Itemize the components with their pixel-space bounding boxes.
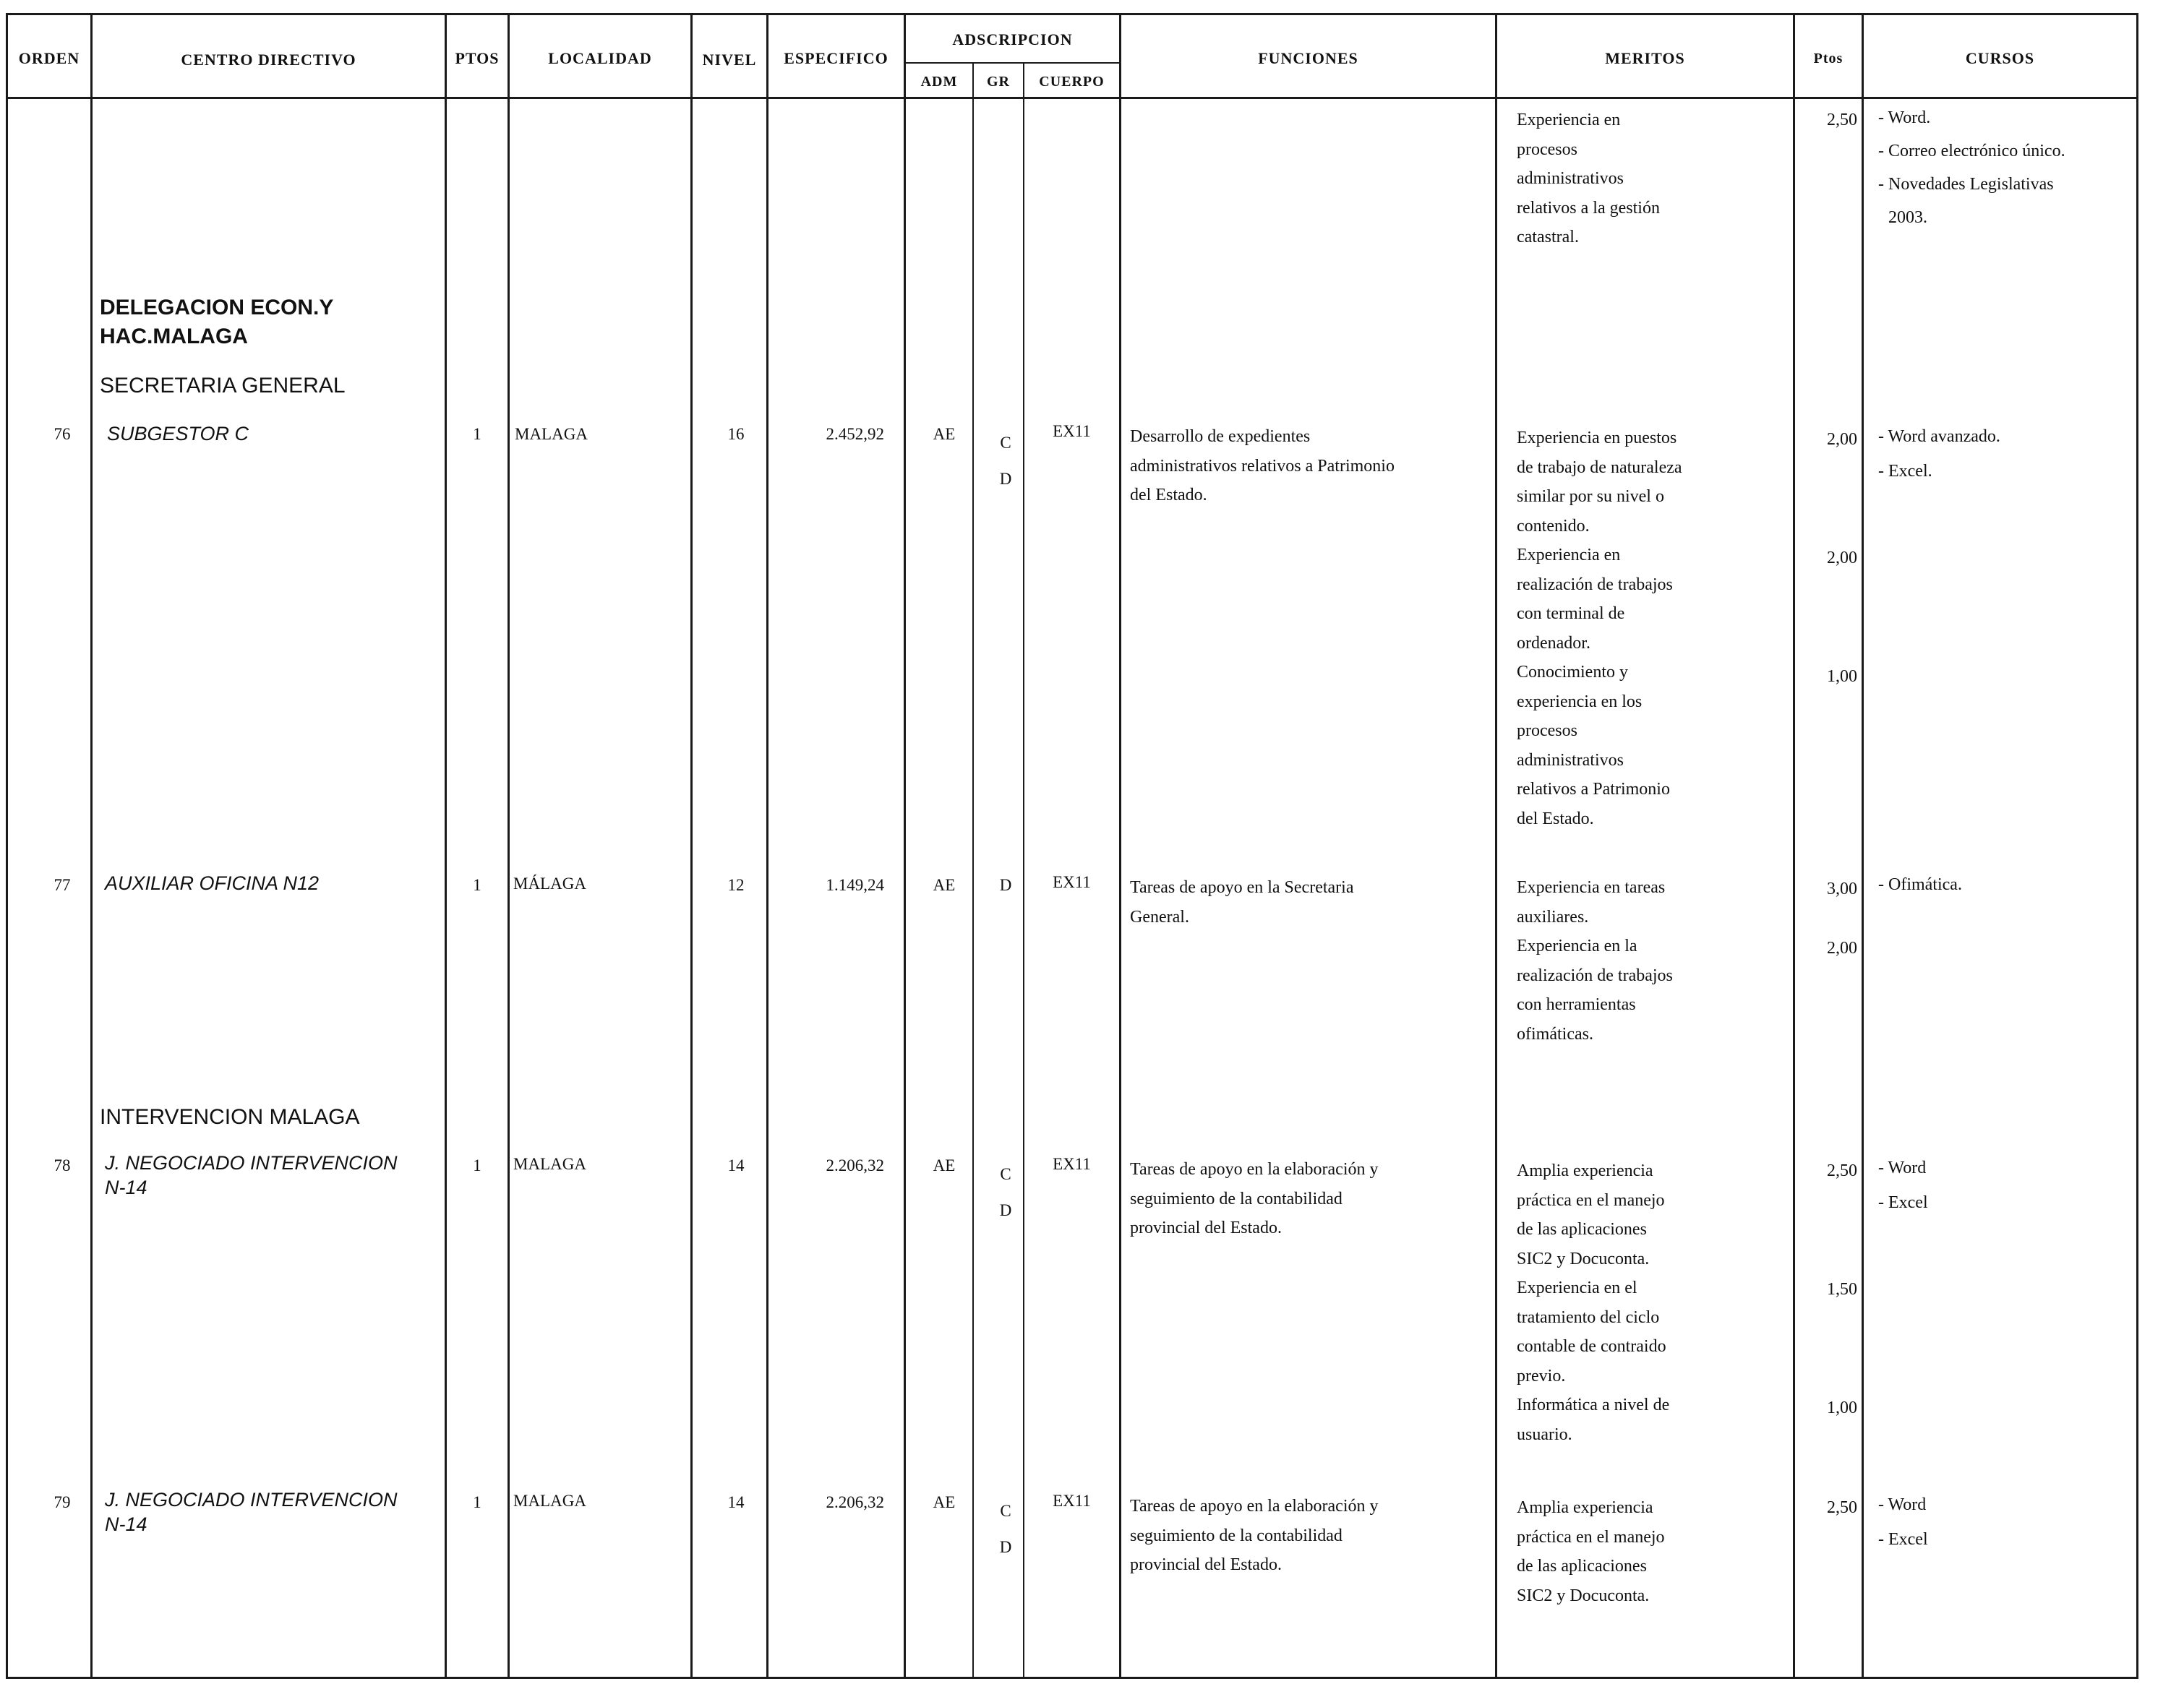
adm-cell: AE: [933, 876, 956, 894]
merit-points: 2,50: [1827, 111, 1857, 129]
ptos-cell: 1: [473, 1156, 481, 1174]
header-gr: GR: [987, 74, 1010, 90]
header-funciones: FUNCIONES: [1258, 49, 1358, 67]
adm-cell: AE: [933, 1493, 956, 1511]
merit-text: Experiencia en procesos administrativos relativos a la gestión catastral.: [1517, 111, 1660, 246]
header-localidad: LOCALIDAD: [548, 49, 652, 67]
gr-cell: C D: [999, 434, 1012, 488]
adm-cell: AE: [933, 1156, 956, 1174]
merit-points: 2,00: [1827, 430, 1857, 449]
col-border-8: [1023, 62, 1024, 1679]
merit-points: 2,00: [1827, 939, 1857, 958]
header-ptos-meritos: Ptos: [1813, 51, 1843, 66]
especifico-cell: 2.206,32: [826, 1156, 884, 1174]
puesto-cell: J. NEGOCIADO INTERVENCION N-14: [105, 1152, 398, 1198]
header-adscripcion: ADSCRIPCION: [952, 30, 1073, 48]
nivel-cell: 16: [727, 425, 745, 443]
localidad-cell: MALAGA: [513, 1155, 586, 1173]
merit-text: Experiencia en tareas auxiliares. Experiencia en la realización de trabajos con herramientas ofimáticas.: [1517, 878, 1673, 1044]
col-border-9: [1119, 13, 1121, 1679]
merit-points: 1,00: [1827, 1399, 1857, 1417]
ptos-cell: 1: [473, 425, 481, 443]
merit-points: 2,50: [1827, 1161, 1857, 1180]
col-border-6: [904, 13, 906, 1679]
col-border-12: [1862, 13, 1864, 1679]
nivel-cell: 12: [727, 876, 745, 894]
adm-cell: AE: [933, 425, 956, 443]
cursos-list: - Word - Excel: [1878, 1159, 1928, 1212]
header-adm: ADM: [920, 74, 958, 90]
merit-points: 2,00: [1827, 549, 1857, 567]
merit-points: 2,50: [1827, 1498, 1857, 1517]
merit-text: Experiencia en puestos de trabajo de naturaleza similar por su nivel o contenido. Experiencia en realización de trabajos con terminal de ordenador. Conocimiento y experiencia en los procesos administrativos relativos a Patrimonio del Estado.: [1517, 429, 1682, 828]
funciones-cell: Desarrollo de expedientes administrativos relativos a Patrimonio del Estado.: [1130, 427, 1395, 504]
col-border-11: [1793, 13, 1795, 1679]
header-nivel: NIVEL: [702, 51, 757, 69]
col-border-5: [766, 13, 768, 1679]
col-border-10: [1495, 13, 1497, 1679]
orden-cell: 77: [53, 876, 71, 894]
gr-cell: C D: [999, 1165, 1012, 1219]
puesto-cell: SUBGESTOR C: [107, 423, 249, 444]
col-border-3: [508, 13, 510, 1679]
merit-points: 1,50: [1827, 1280, 1857, 1299]
bottom-border: [6, 1677, 2138, 1679]
localidad-cell: MÁLAGA: [513, 875, 586, 893]
header-especifico: ESPECIFICO: [784, 49, 888, 67]
merit-text: Amplia experiencia práctica en el manejo de las aplicaciones SIC2 y Docuconta. Experiencia en el tratamiento del ciclo contable de contraido previo. Informática a nivel de usuario.: [1517, 1161, 1670, 1444]
gr-cell: C D: [999, 1502, 1012, 1556]
ptos-cell: 1: [473, 876, 481, 894]
especifico-cell: 2.452,92: [826, 425, 884, 443]
header-bottom-border: [6, 97, 2138, 99]
top-border: [6, 13, 2138, 15]
cuerpo-cell: EX11: [1053, 1155, 1091, 1173]
cuerpo-cell: EX11: [1053, 422, 1091, 440]
section-secretaria-general: SECRETARIA GENERAL: [100, 374, 346, 398]
header-ptos: PTOS: [455, 49, 500, 67]
merit-text: Amplia experiencia práctica en el manejo de las aplicaciones SIC2 y Docuconta.: [1517, 1498, 1665, 1605]
especifico-cell: 2.206,32: [826, 1493, 884, 1511]
cursos-list: - Word. - Correo electrónico único. - Novedades Legislativas 2003.: [1878, 108, 2065, 227]
localidad-cell: MALAGA: [515, 425, 588, 443]
header-cursos: CURSOS: [1965, 49, 2035, 67]
orden-cell: 79: [53, 1493, 71, 1511]
localidad-cell: MALAGA: [513, 1492, 586, 1510]
col-border-0: [6, 13, 8, 1679]
cuerpo-cell: EX11: [1053, 1492, 1091, 1510]
nivel-cell: 14: [727, 1156, 745, 1174]
cursos-list: - Word - Excel: [1878, 1495, 1928, 1549]
merit-points: 3,00: [1827, 880, 1857, 898]
col-border-4: [690, 13, 693, 1679]
col-border-2: [445, 13, 447, 1679]
col-border-1: [90, 13, 93, 1679]
header-centro-directivo: CENTRO DIRECTIVO: [181, 51, 356, 69]
merit-points: 1,00: [1827, 667, 1857, 686]
header-cuerpo: CUERPO: [1039, 74, 1105, 90]
section-intervencion: INTERVENCION MALAGA: [100, 1105, 360, 1129]
header-orden: ORDEN: [18, 49, 80, 67]
puesto-cell: AUXILIAR OFICINA N12: [105, 872, 320, 894]
puesto-cell: J. NEGOCIADO INTERVENCION N-14: [105, 1489, 398, 1535]
cursos-list: - Ofimática.: [1878, 875, 1962, 894]
ptos-cell: 1: [473, 1493, 481, 1511]
cuerpo-cell: EX11: [1053, 873, 1091, 891]
especifico-cell: 1.149,24: [826, 876, 884, 894]
adscripcion-divider: [904, 62, 1119, 64]
gr-cell: D: [999, 876, 1012, 894]
col-border-7: [972, 62, 974, 1679]
orden-cell: 78: [53, 1156, 71, 1174]
section-delegacion: DELEGACION ECON.Y HAC.MALAGA: [100, 296, 334, 348]
header-meritos: MERITOS: [1605, 49, 1685, 67]
funciones-cell: Tareas de apoyo en la elaboración y seguimiento de la contabilidad provincial del Estado.: [1130, 1497, 1379, 1574]
orden-cell: 76: [53, 425, 71, 443]
funciones-cell: Tareas de apoyo en la Secretaria General.: [1130, 878, 1354, 927]
cursos-list: - Word avanzado. - Excel.: [1878, 427, 2000, 481]
funciones-cell: Tareas de apoyo en la elaboración y seguimiento de la contabilidad provincial del Estado.: [1130, 1160, 1379, 1237]
col-border-13: [2136, 13, 2138, 1679]
nivel-cell: 14: [727, 1493, 745, 1511]
